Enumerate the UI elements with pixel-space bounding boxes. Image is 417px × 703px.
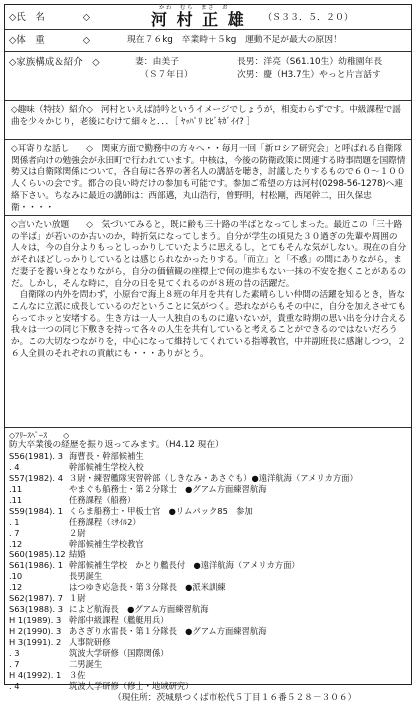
hobby-label: ◇趣味（特技）紹介◇: [11, 105, 93, 115]
career-entry: [9, 615, 407, 626]
career-event: やまぐも船務士・第２分隊士 ●グアム方面練習航海: [69, 483, 267, 494]
career-entry: [9, 462, 407, 473]
career-date: .11: [9, 494, 23, 505]
career-event: 任務課程（ﾐｻｲﾙ2）: [69, 516, 141, 527]
wife: 妻：由美子: [135, 57, 179, 67]
ear-text: 関東方面で勤務中の方々へ・・毎月一回「新ロシア研究会」と呼ばれる自衛隊関係者向けの勉強会が永田町で行われています。中核は，今後の防衛政策に関連する時事問題を国際情勢又は自衛隊関係について，各自毎に各界の著名人の講話を聴き，討議したりするもので６０～１００人くらいの会です。都合の良い時だけの参加も可能です。参加ご希望の方は河村(0298-56-1278)へ連絡下さい。ちなみに最近の講師は：西部邁，丸山浩行，曽野明，村松剛，西尾幹二，田久保忠衛・・・・: [11, 144, 406, 213]
family-row: [5, 52, 411, 101]
career-entry: [9, 582, 407, 593]
career-event: 幹部候補生学校入校: [69, 461, 144, 472]
career-date: .12: [9, 538, 23, 549]
career-date: S56(1981). 3: [9, 451, 63, 461]
career-entry: [9, 604, 407, 615]
career-event: 幹部候補生学校 かとり艦長付 ●遠洋航海（アメリカ方面）: [69, 560, 300, 571]
career-event: はつゆき応急長・第３分隊長 ●派米訓練: [69, 582, 226, 593]
career-event: によど航海長 ●グアム方面練習航海: [69, 604, 209, 615]
career-date: H 1(1989). 3: [9, 615, 62, 626]
ear-block: [11, 144, 407, 214]
talk-text: 気づいてみると，既に齢も三十路の半ばとなってしまった。最近この「三十路の半ば」が若いのか古いのか，時折気になってしまう。自分が学生の頃見た３０過ぎの先輩や周囲の人々は，今の自分よりもっとしっかりしていたように思えるし，とてもそんな気がしない。現在の自分がそれほどしっかりしているとは感じられなかったりする。「而立」と「不惑」の間にありながら，まだ妻子を養い身となりながら，自分の価値観の座標上で何の進歩もない一抹の不安を抱くことがあるのだ。しかし，そんな時に，自分の日を見てくれるのが８班の昔の活躍だ。 自衛隊の内外を問わず，小原台で海上８班の年月を共有した素晴らしい仲間の活躍を知るとき，皆なこんなに立派に成長しているのだということに気がつく。恐れながらもその中に，自分を加えさせてもらってホッと安堵する。生き方は一人一人独自のものに違いないが，貴重な時期の思い出を分け合える我々は一つの同じ下敷きを持って各々の人生を共有していると考えることができるのではないだろうか。この大切なつながりを，中心になって維持してくれている指導教官，中井副班長に感謝しつつ，２６人全員のそれぞれの貢献にも・・・ありがとう。: [11, 220, 407, 359]
career-entry: [9, 659, 407, 670]
career-date: S63(1988). 3: [9, 604, 63, 615]
ear-row: [5, 140, 411, 216]
career-event: 人事院研修: [69, 636, 111, 647]
career-entry: [9, 571, 407, 582]
career-entry: [9, 495, 407, 506]
career-event: 長男誕生: [69, 571, 103, 582]
free-space: [5, 428, 411, 703]
weight-label: ◇体 重 ◇: [9, 35, 91, 46]
career-date: .10: [9, 571, 23, 582]
career-date: H 2(1990). 3: [9, 626, 62, 636]
hobby-row: [5, 101, 411, 140]
career-date: S60(1985).12: [9, 549, 66, 560]
career-date: H 4(1992). 1: [9, 669, 62, 680]
career-date: S59(1984). 1: [9, 505, 63, 516]
career-date: . 3: [9, 647, 20, 658]
career-event: 筑波大学研修（国際関係）: [69, 647, 169, 658]
wife-age: （Ｓ７年日）: [140, 70, 193, 80]
career-date: . 7: [9, 658, 20, 669]
son2: 次男：慶（H3.7生）やっと片言話す: [237, 70, 381, 80]
family-label: ◇家族構成＆紹介 ◇: [9, 57, 100, 68]
career-date: .12: [9, 582, 23, 593]
profile-sheet: [4, 4, 412, 703]
career-date: S57(1982). 4: [9, 472, 63, 483]
career-entry: [9, 626, 407, 637]
career-event: あさぎり水雷長・第１分隊長 ●グアム方面練習航海: [69, 626, 267, 636]
ear-label: ◇耳寄りな話し ◇: [11, 144, 93, 154]
free-label: ◇ﾌﾘｰｽﾍﾟｰｽ ◇: [9, 431, 70, 440]
career-date: . 4: [9, 461, 20, 472]
career-event: くらま船務士・甲板士官 ●リムパック85 参加: [69, 505, 253, 516]
career-entry: [9, 593, 407, 604]
career-event: 幹部候補生学校教官: [69, 538, 144, 549]
career-date: S62(1987). 7: [9, 593, 63, 604]
birth-date: （Ｓ３３．５．２０）: [263, 13, 354, 23]
career-date: S61(1986). 1: [9, 560, 63, 571]
career-entry: [9, 473, 407, 484]
career-event: 海曹長・幹部候補生: [69, 451, 144, 461]
weight-row: [5, 30, 411, 52]
name-label: ◇氏 名 ◇: [9, 12, 91, 23]
name-value: 河 村 正 雄: [151, 10, 246, 29]
career-event: ３尉・練習艦隊実習幹部（しきなみ・あさぐも）●遠洋航海（アメリカ方面）: [69, 472, 358, 483]
career-date: . 4: [9, 680, 20, 691]
career-heading: 防大卒業後の経歴を振り返ってみます。（H4.12 現在）: [9, 440, 224, 450]
career-entry: [9, 506, 407, 517]
career-date: . 1: [9, 516, 20, 527]
career-entry: [9, 451, 407, 462]
career-entry: [9, 539, 407, 550]
career-date: .11: [9, 483, 23, 494]
talk-label: ◇言いたい放題 ◇: [11, 220, 93, 230]
hobby-block: [11, 105, 407, 128]
talk-row: [5, 216, 411, 428]
son1: 長男：洋亮（S61.10生）幼稚園年長: [237, 57, 383, 67]
career-event: １尉: [69, 593, 86, 604]
career-event: 任務課程（船務）: [69, 494, 136, 505]
career-event: ３佐: [69, 669, 86, 680]
address: （現住所：茨城県つくば市松代５丁目１６番５２８－３０６）: [113, 693, 357, 703]
talk-block: [11, 220, 407, 360]
career-entry: [9, 528, 407, 539]
career-date: . 7: [9, 527, 20, 538]
career-event: 幹部中級課程（艦艇用兵）: [69, 615, 169, 626]
career-entry: [9, 637, 407, 648]
career-entry: [9, 484, 407, 495]
career-event: 二男誕生: [69, 658, 103, 669]
career-entry: [9, 648, 407, 659]
career-entry: [9, 670, 407, 681]
career-list: [9, 451, 407, 692]
hobby-text: 河村といえば詩吟というイメージでしょうが，相変わらずです。中級課程で謡曲を少々かじり，老後にむけて細々と．．．［ ﾔｯﾊﾟﾘ ﾋﾋﾞｷｶﾞｲｲ? ］: [11, 105, 401, 127]
career-entry: [9, 549, 407, 560]
career-date: H 3(1991). 2: [9, 636, 62, 647]
weight-text: 現在７６kg 卒業時＋５kg 運動不足が最大の原因！: [127, 35, 342, 45]
career-event: 結婚: [69, 549, 86, 560]
career-entry: [9, 560, 407, 571]
name-row: [5, 5, 411, 30]
career-event: ２尉: [69, 527, 86, 538]
name-ruby: かわ むら まさ お: [159, 5, 230, 11]
career-event: 筑波大学研修（修士・地域研究）: [69, 680, 194, 691]
career-entry: [9, 517, 407, 528]
